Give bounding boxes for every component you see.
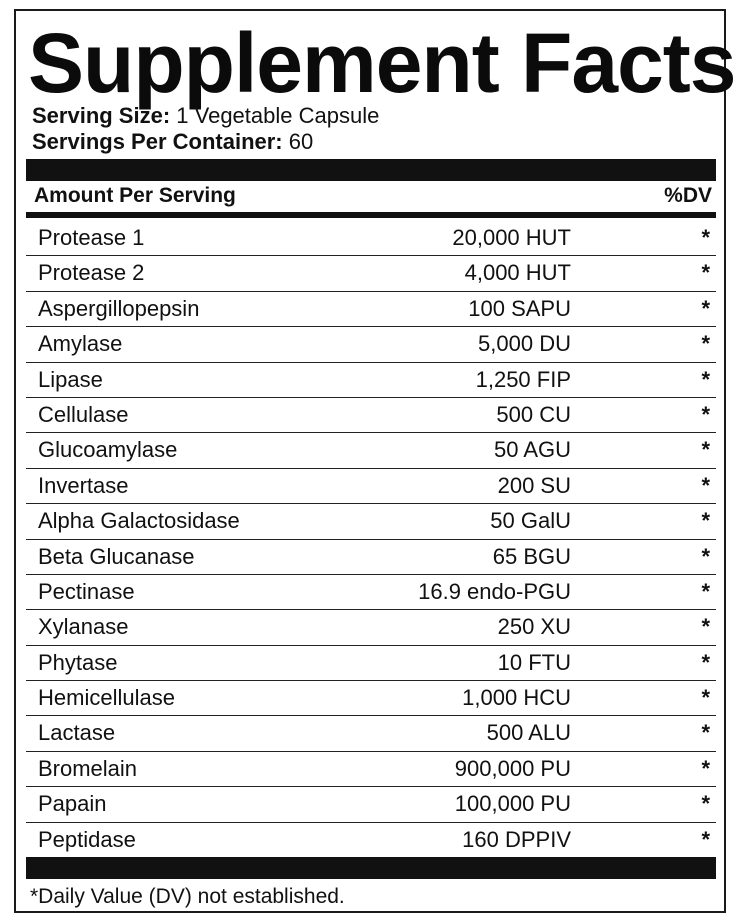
ingredient-amount: 50 AGU	[493, 437, 571, 463]
header-divider	[26, 212, 716, 218]
ingredient-name: Invertase	[38, 472, 129, 498]
ingredient-amount: 16.9 endo-PGU	[418, 578, 571, 604]
table-row	[26, 540, 716, 575]
ingredient-dv: *	[701, 437, 710, 463]
ingredient-dv: *	[701, 614, 710, 640]
ingredient-amount: 4,000 HUT	[464, 260, 571, 286]
table-row	[26, 292, 716, 327]
serving-size-value: 1 Vegetable Capsule	[176, 103, 380, 128]
ingredient-dv: *	[701, 331, 710, 357]
table-row	[26, 787, 716, 822]
ingredient-name: Aspergillopepsin	[38, 295, 200, 321]
ingredient-dv: *	[701, 720, 710, 746]
table-row	[26, 823, 716, 858]
serving-size-label: Serving Size:	[32, 103, 171, 128]
table-header	[26, 181, 716, 211]
ingredient-name: Glucoamylase	[38, 437, 178, 463]
ingredient-name: Alpha Galactosidase	[38, 508, 240, 534]
ingredient-amount: 250 XU	[497, 614, 571, 640]
table-row	[26, 221, 716, 256]
panel-title: Supplement Facts	[28, 16, 736, 110]
table-row	[26, 256, 716, 291]
ingredient-dv: *	[701, 755, 710, 781]
ingredient-amount: 160 DPPIV	[462, 826, 571, 852]
ingredient-dv: *	[701, 578, 710, 604]
ingredient-amount: 20,000 HUT	[452, 225, 571, 250]
ingredient-name: Lactase	[38, 720, 116, 746]
ingredient-name: Cellulase	[38, 401, 129, 427]
table-row	[26, 575, 716, 610]
ingredient-name: Lipase	[38, 366, 103, 392]
ingredient-amount: 500 CU	[496, 401, 571, 427]
table-row	[26, 398, 716, 433]
ingredient-name: Hemicellulase	[38, 685, 175, 711]
ingredient-dv: *	[701, 543, 710, 569]
ingredient-dv: *	[701, 472, 710, 498]
footnote: *Daily Value (DV) not established.	[30, 885, 345, 908]
ingredient-dv: *	[701, 685, 710, 711]
table-row	[26, 681, 716, 716]
amount-per-serving-header: Amount Per Serving	[34, 184, 236, 207]
ingredient-amount: 1,250 FIP	[475, 366, 571, 392]
ingredient-dv: *	[701, 826, 710, 852]
supplement-facts-panel	[14, 9, 736, 913]
ingredient-amount: 100,000 PU	[454, 791, 571, 817]
ingredient-dv: *	[701, 295, 710, 321]
ingredient-dv: *	[701, 225, 710, 250]
ingredient-dv: *	[701, 649, 710, 675]
top-thick-bar	[26, 159, 716, 181]
ingredient-dv: *	[701, 791, 710, 817]
table-row	[26, 504, 716, 539]
bottom-thick-bar	[26, 857, 716, 879]
ingredient-name: Peptidase	[38, 826, 136, 852]
ingredient-amount: 65 BGU	[492, 543, 571, 569]
ingredient-amount: 50 GalU	[490, 508, 571, 534]
ingredient-name: Xylanase	[38, 614, 129, 640]
ingredient-dv: *	[701, 508, 710, 534]
table-row	[26, 716, 716, 751]
ingredient-amount: 900,000 PU	[454, 755, 571, 781]
table-row	[26, 469, 716, 504]
servings-per-container	[32, 129, 313, 155]
ingredient-name: Phytase	[38, 649, 118, 675]
ingredient-amount: 1,000 HCU	[462, 685, 571, 711]
servings-per-container-value: 60	[288, 129, 314, 154]
ingredient-name: Pectinase	[38, 578, 135, 604]
ingredient-name: Beta Glucanase	[38, 543, 195, 569]
ingredient-name: Protease 1	[38, 225, 145, 250]
ingredient-name: Protease 2	[38, 260, 145, 286]
servings-per-container-label: Servings Per Container:	[32, 129, 283, 154]
ingredient-name: Papain	[38, 791, 107, 817]
ingredient-name: Amylase	[38, 331, 123, 357]
table-row	[26, 646, 716, 681]
table-row	[26, 610, 716, 645]
ingredient-table	[26, 221, 716, 858]
dv-header: %DV	[664, 184, 712, 207]
ingredient-amount: 10 FTU	[497, 649, 571, 675]
table-row	[26, 363, 716, 398]
table-row	[26, 327, 716, 362]
ingredient-amount: 200 SU	[497, 472, 571, 498]
ingredient-name: Bromelain	[38, 755, 138, 781]
ingredient-dv: *	[701, 401, 710, 427]
ingredient-amount: 100 SAPU	[468, 295, 571, 321]
ingredient-dv: *	[701, 260, 710, 286]
ingredient-amount: 5,000 DU	[478, 331, 571, 357]
table-row	[26, 752, 716, 787]
ingredient-amount: 500 ALU	[486, 720, 571, 746]
serving-size	[32, 103, 379, 129]
table-row	[26, 433, 716, 468]
ingredient-dv: *	[701, 366, 710, 392]
